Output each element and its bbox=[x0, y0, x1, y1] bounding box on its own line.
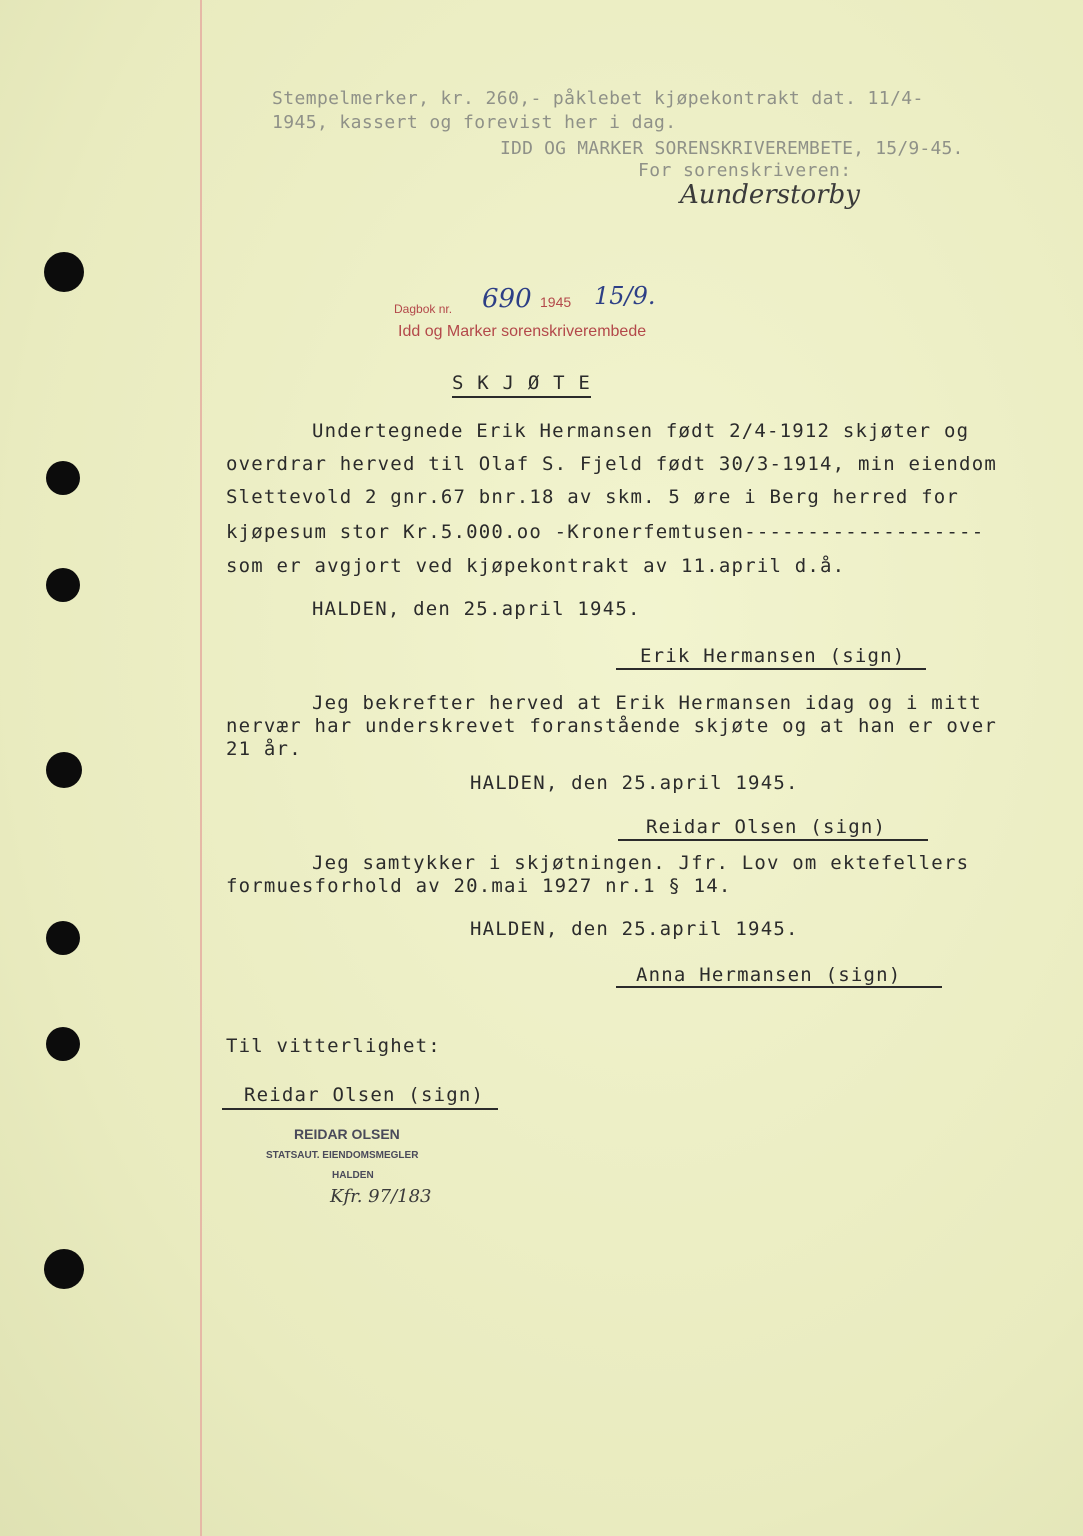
dagbok-label: Dagbok nr. bbox=[394, 302, 453, 316]
place-date-1: HALDEN, den 25.april 1945. bbox=[312, 598, 641, 620]
signature-2: Reidar Olsen (sign) bbox=[646, 816, 887, 838]
paragraph-1-line-5: som er avgjort ved kjøpekontrakt av 11.april d.å. bbox=[226, 555, 846, 577]
paragraph-1-line-2: overdrar herved til Olaf S. Fjeld født 30/3-1914, min eiendom bbox=[226, 453, 997, 475]
dagbok-year: 1945 bbox=[540, 294, 572, 310]
stamp-line-2: 1945, kassert og forevist her i dag. bbox=[272, 112, 677, 133]
broker-title: STATSAUT. EIENDOMSMEGLER bbox=[266, 1150, 419, 1161]
paragraph-1-line-3: Slettevold 2 gnr.67 bnr.18 av skm. 5 øre i Berg herred for bbox=[226, 486, 960, 508]
paragraph-3-line-1: Jeg samtykker i skjøtningen. Jfr. Lov om ektefellers bbox=[312, 852, 970, 874]
broker-note: Kfr. 97/183 bbox=[330, 1186, 432, 1207]
broker-name: REIDAR OLSEN bbox=[294, 1126, 400, 1142]
punch-hole bbox=[46, 752, 82, 788]
signature-3: Anna Hermansen (sign) bbox=[636, 964, 902, 986]
signature-line-2 bbox=[618, 839, 928, 841]
place-date-3: HALDEN, den 25.april 1945. bbox=[470, 918, 799, 940]
paragraph-2-line-3: 21 år. bbox=[226, 738, 302, 760]
registrar-signature: Aunderstorby bbox=[680, 180, 860, 210]
witness-signature: Reidar Olsen (sign) bbox=[244, 1084, 485, 1106]
paragraph-1-line-4: kjøpesum stor Kr.5.000.oo -Kronerfemtusen------------------- bbox=[226, 521, 985, 543]
punch-hole bbox=[46, 568, 80, 602]
punch-hole bbox=[46, 1027, 80, 1061]
document-title: S K J Ø T E bbox=[452, 372, 591, 398]
witness-label: Til vitterlighet: bbox=[226, 1035, 441, 1057]
punch-hole bbox=[44, 1249, 84, 1289]
punch-hole bbox=[46, 461, 80, 495]
stamp-line-1: Stempelmerker, kr. 260,- påklebet kjøpekontrakt dat. 11/4- bbox=[272, 88, 924, 109]
broker-city: HALDEN bbox=[332, 1170, 374, 1181]
signature-1: Erik Hermansen (sign) bbox=[640, 645, 906, 667]
paragraph-3-line-2: formuesforhold av 20.mai 1927 nr.1 § 14. bbox=[226, 875, 732, 897]
dagbok-office: Idd og Marker sorenskriverembede bbox=[398, 323, 647, 340]
stamp-line-4: For sorenskriveren: bbox=[638, 160, 852, 181]
stamp-line-3: IDD OG MARKER SORENSKRIVEREMBETE, 15/9-45. bbox=[500, 138, 964, 159]
margin-rule bbox=[200, 0, 202, 1536]
paragraph-2-line-1: Jeg bekrefter herved at Erik Hermansen idag og i mitt bbox=[312, 692, 982, 714]
place-date-2: HALDEN, den 25.april 1945. bbox=[470, 772, 799, 794]
paragraph-1-line-1: Undertegnede Erik Hermansen født 2/4-1912 skjøter og bbox=[312, 420, 970, 442]
punch-hole bbox=[44, 252, 84, 292]
signature-line-3 bbox=[616, 986, 942, 988]
punch-hole bbox=[46, 921, 80, 955]
witness-signature-line bbox=[222, 1108, 498, 1110]
paragraph-2-line-2: nervær har underskrevet foranstående skjøte og at han er over bbox=[226, 715, 997, 737]
dagbok-number: 690 bbox=[482, 284, 532, 314]
dagbok-date: 15/9. bbox=[594, 282, 656, 310]
signature-line-1 bbox=[616, 668, 926, 670]
